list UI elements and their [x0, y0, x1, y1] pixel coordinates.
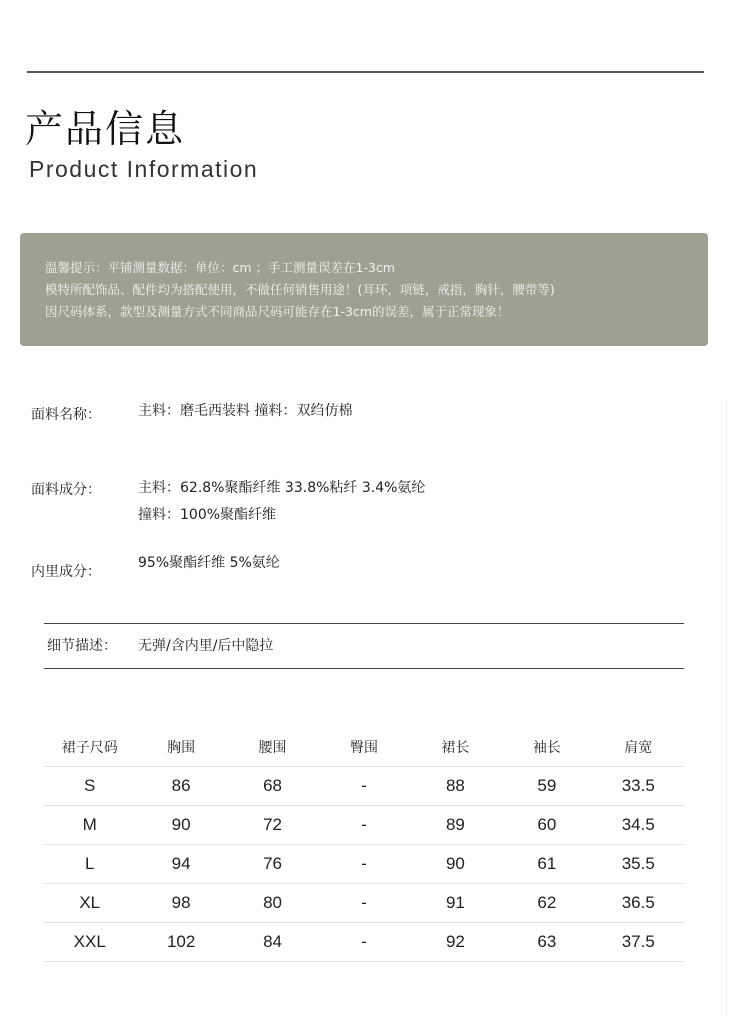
cell-skirt-length: 92: [410, 923, 501, 962]
notice-line: 模特所配饰品、配件均为搭配使用，不做任何销售用途！(耳环，项链，戒指，胸针，腰带等): [45, 282, 555, 297]
cell-skirt-length: 89: [410, 806, 501, 845]
fabric-name-label: 面料名称：: [31, 407, 101, 423]
cell-waist: 68: [227, 767, 318, 806]
table-row: [44, 923, 684, 962]
cell-hip: -: [318, 923, 409, 962]
fabric-composition-main: 主料：62.8%聚酯纤维 33.8%粘纤 3.4%氨纶: [138, 480, 426, 496]
cell-size: XXL: [44, 923, 135, 962]
header-hip: 臀围: [318, 728, 409, 767]
cell-size: S: [44, 767, 135, 806]
cell-sleeve-length: 59: [501, 767, 592, 806]
cell-bust: 102: [135, 923, 226, 962]
cell-size: XL: [44, 884, 135, 923]
cell-size: M: [44, 806, 135, 845]
cell-shoulder-width: 37.5: [593, 923, 684, 962]
cell-sleeve-length: 63: [501, 923, 592, 962]
cell-waist: 84: [227, 923, 318, 962]
cell-size: L: [44, 845, 135, 884]
detail-value: 无弹/含内里/后中隐拉: [138, 638, 274, 654]
cell-skirt-length: 90: [410, 845, 501, 884]
header-sleeve-length: 袖长: [501, 728, 592, 767]
cell-skirt-length: 91: [410, 884, 501, 923]
fabric-composition-value: [138, 475, 425, 529]
lining-composition-value: 95%聚酯纤维 5%氨纶: [138, 555, 280, 571]
cell-bust: 90: [135, 806, 226, 845]
cell-bust: 98: [135, 884, 226, 923]
cell-bust: 86: [135, 767, 226, 806]
cell-hip: -: [318, 806, 409, 845]
fabric-composition-label: 面料成分：: [31, 482, 101, 498]
cell-bust: 94: [135, 845, 226, 884]
cell-sleeve-length: 62: [501, 884, 592, 923]
notice-line: 温馨提示：平铺测量数据：单位：cm ；手工测量误差在1-3cm: [45, 260, 395, 275]
fabric-composition-contrast: 撞料：100%聚酯纤维: [138, 507, 277, 523]
cell-skirt-length: 88: [410, 767, 501, 806]
cell-waist: 80: [227, 884, 318, 923]
cell-shoulder-width: 33.5: [593, 767, 684, 806]
fabric-name-value: 主料：磨毛西装料 撞料：双绉仿棉: [138, 403, 353, 419]
detail-label: 细节描述：: [47, 638, 117, 654]
header-shoulder-width: 肩宽: [593, 728, 684, 767]
cell-sleeve-length: 60: [501, 806, 592, 845]
cell-shoulder-width: 34.5: [593, 806, 684, 845]
cell-hip: -: [318, 767, 409, 806]
cell-sleeve-length: 61: [501, 845, 592, 884]
cell-shoulder-width: 35.5: [593, 845, 684, 884]
notice-line: 因尺码体系，款型及测量方式不同商品尺码可能存在1-3cm的误差，属于正常现象！: [45, 304, 510, 319]
cell-hip: -: [318, 845, 409, 884]
cell-shoulder-width: 36.5: [593, 884, 684, 923]
top-divider: [27, 71, 704, 73]
table-row: [44, 884, 684, 923]
header-bust: 胸围: [135, 728, 226, 767]
right-edge-line: [726, 400, 727, 1016]
cell-waist: 72: [227, 806, 318, 845]
notice-box: [20, 233, 708, 346]
table-row: [44, 845, 684, 884]
size-table-header-row: [44, 728, 684, 767]
page-subtitle: Product Information: [29, 156, 259, 182]
header-skirt-length: 裙长: [410, 728, 501, 767]
detail-bottom-divider: [44, 668, 684, 669]
page-title: 产品信息: [25, 107, 186, 151]
lining-composition-label: 内里成分：: [31, 564, 101, 580]
size-table: [44, 728, 684, 962]
header-size: 裙子尺码: [44, 728, 135, 767]
cell-hip: -: [318, 884, 409, 923]
table-row: [44, 767, 684, 806]
header-waist: 腰围: [227, 728, 318, 767]
detail-top-divider: [44, 623, 684, 624]
table-row: [44, 806, 684, 845]
cell-waist: 76: [227, 845, 318, 884]
